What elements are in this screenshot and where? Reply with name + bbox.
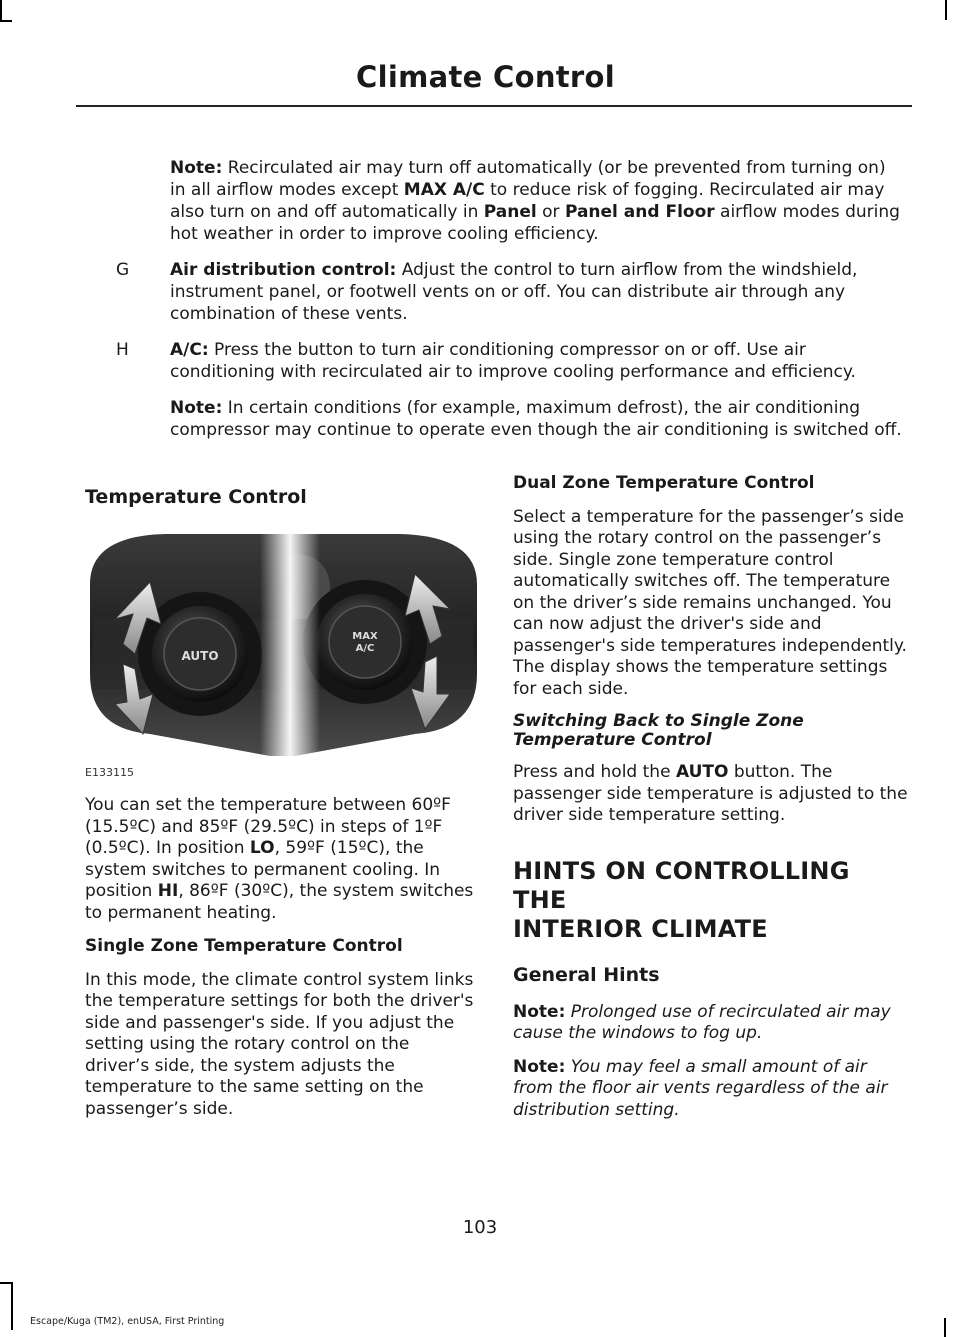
crop-mark (945, 0, 947, 20)
subheading-switch-back: Switching Back to Single Zone Temperature Control (513, 711, 804, 750)
section-heading-temperature: Temperature Control (85, 486, 307, 508)
right-column (513, 473, 908, 1133)
note-floor-vents: Note: You may feel a small amount of air from the floor air vents regardless of the air distribution setting. (513, 1056, 888, 1120)
temperature-range-text: You can set the temperature between 60ºF (15.5ºC) and 85ºF (29.5ºC) in steps of 1ºF (0.5ºC). In position LO, 59ºF (15ºC), the system switches to permanent cooling. In position HI, 86ºF (30ºC), the system switches to permanent heating. (85, 795, 474, 923)
subheading-single-zone: Single Zone Temperature Control (85, 936, 403, 956)
single-zone-text: In this mode, the climate control system links the temperature settings for both the driver's side and passenger's side. If you adjust the setting using the rotary control on the driver’s side, the system adjusts the temperature to the same setting on the passenger’s side. (85, 969, 474, 1119)
footer-text: Escape/Kuga (TM2), enUSA, First Printing (30, 1316, 225, 1327)
crop-mark (0, 20, 12, 22)
item-label-g: G (116, 260, 130, 280)
header-divider (76, 105, 912, 107)
auto-button-label: AUTO (181, 649, 219, 663)
subheading-general-hints: General Hints (513, 963, 660, 986)
definition-h: H A/C: Press the button to turn air conditioning compressor on or off. Use air conditioning with recirculated air to improve cooling performance and efficiency. (116, 340, 856, 382)
switch-back-text: Press and hold the AUTO button. The passenger side temperature is adjusted to the driver side temperature setting. (513, 762, 908, 825)
definition-g: G Air distribution control: Adjust the control to turn airflow from the windshield, instrument panel, or footwell vents on or off. You can distribute air through any combination of these vents. (116, 260, 858, 324)
climate-control-figure (85, 524, 480, 779)
top-section (116, 157, 906, 455)
note-compressor: Note: In certain conditions (for example, maximum defrost), the air conditioning compressor may continue to operate even though the air conditioning is switched off. (170, 398, 902, 440)
item-label-h: H (116, 340, 129, 360)
crop-mark (11, 1282, 13, 1330)
climate-panel-illustration (85, 524, 480, 759)
figure-caption: E133115 (85, 766, 134, 779)
note-fog: Note: Prolonged use of recirculated air may cause the windows to fog up. (513, 1001, 891, 1043)
subheading-dual-zone: Dual Zone Temperature Control (513, 473, 815, 493)
left-column (85, 480, 475, 1132)
crop-mark (0, 0, 2, 20)
dual-zone-text: Select a temperature for the passenger’s side using the rotary control on the passenger’s side. Single zone temperature control automatically switches off. The temperature on the driver’s side remains unchanged. You can now adjust the driver's side and passenger's side temperatures independently. The display shows the temperature settings for each side. (513, 506, 907, 699)
section-heading-hints: HINTS ON CONTROLLING THE INTERIOR CLIMATE (513, 856, 850, 943)
page-number: 103 (462, 1217, 498, 1238)
page-title: Climate Control (356, 60, 615, 94)
note-recirculated: Note: Recirculated air may turn off automatically (or be prevented from turning on) in all airflow modes except MAX A/C to reduce risk of fogging. Recirculated air may also turn on and off automatically in Panel or Panel and Floor airflow modes during hot weather in order to improve cooling efficiency. (170, 158, 900, 244)
max-label: MAX (352, 631, 378, 642)
crop-mark (0, 1282, 12, 1284)
crop-mark (944, 1318, 946, 1337)
ac-label: A/C (355, 643, 375, 654)
